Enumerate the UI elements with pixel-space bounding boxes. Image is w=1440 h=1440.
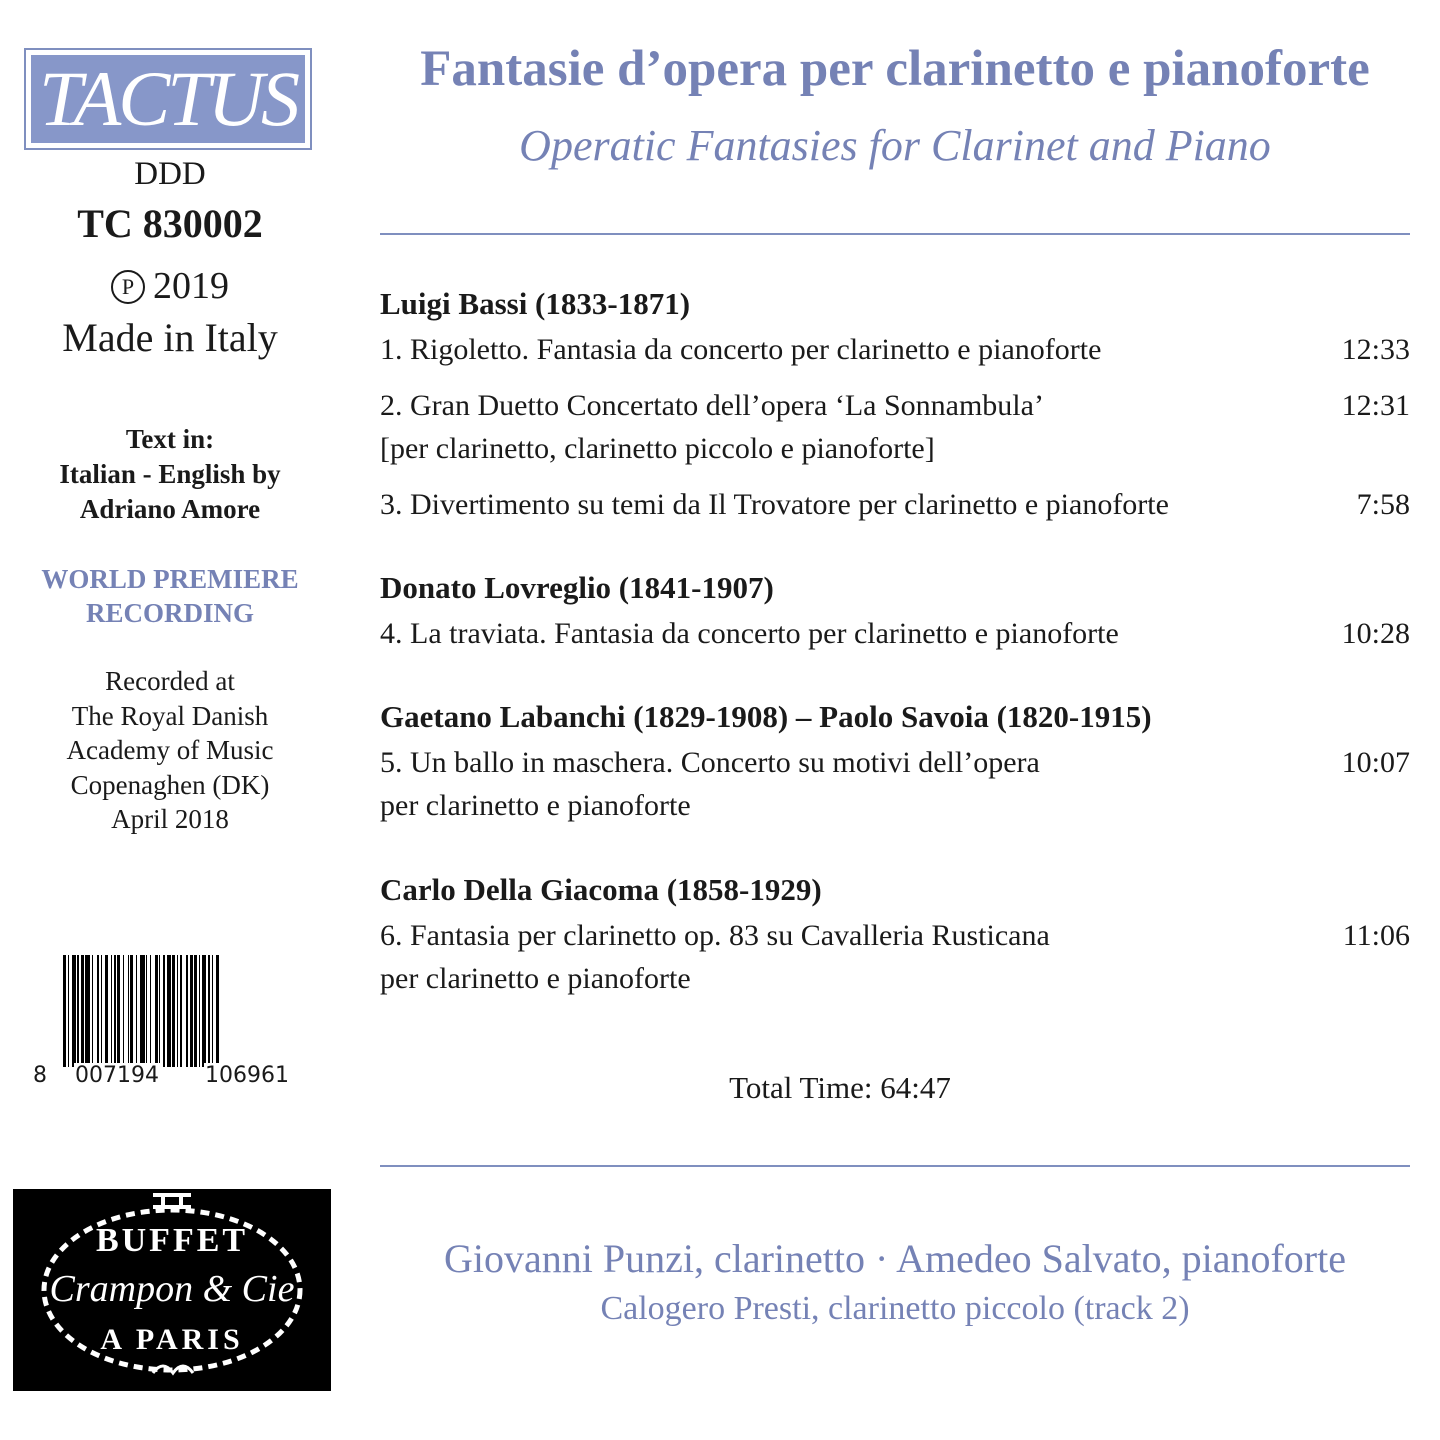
divider: [380, 1165, 1410, 1167]
composer-heading: Luigi Bassi (1833-1871): [380, 286, 691, 321]
copyright-year: [0, 264, 340, 308]
track-title-continued: per clarinetto e pianoforte: [380, 789, 691, 822]
buffet-middle-text: Crampon & Cie: [49, 1268, 295, 1310]
recording-location: [0, 664, 340, 837]
track-duration: 10:07: [1341, 746, 1410, 779]
divider: [380, 233, 1410, 235]
tactus-logo-text: TACTUS: [31, 55, 305, 143]
composer-heading: Gaetano Labanchi (1829-1908) – Paolo Savoia (1820-1915): [380, 699, 1152, 734]
barcode-digits: [30, 1063, 330, 1089]
barcode-left-group: 007194: [75, 1063, 159, 1088]
composer-heading: Donato Lovreglio (1841-1907): [380, 570, 774, 605]
text-credits-line: Adriano Amore: [79, 494, 261, 524]
track-title: 6. Fantasia per clarinetto op. 83 su Cavalleria Rusticana: [380, 919, 1050, 952]
recording-line: Copenaghen (DK): [70, 769, 270, 800]
premiere-line: RECORDING: [85, 598, 254, 628]
track-row: [380, 914, 1410, 1000]
performers-main: Giovanni Punzi, clarinetto · Amedeo Salvato, pianoforte: [444, 1236, 1346, 1281]
track-row: [380, 612, 1410, 655]
recording-line: Recorded at: [105, 666, 235, 696]
track-duration: 10:28: [1341, 617, 1410, 650]
buffet-bottom-text: A PARIS: [100, 1323, 244, 1356]
recording-line: April 2018: [111, 804, 229, 834]
track-duration: 11:06: [1342, 919, 1410, 952]
phonogram-icon: P: [111, 270, 145, 304]
track-title: 3. Divertimento su temi da Il Trovatore per clarinetto e pianoforte: [380, 488, 1169, 521]
barcode-right-group: 106961: [205, 1063, 289, 1088]
performers-secondary: Calogero Presti, clarinetto piccolo (track 2): [600, 1290, 1190, 1327]
text-credits-line: Italian - English by: [59, 459, 281, 489]
album-title-english: Operatic Fantasies for Clarinet and Piano: [519, 121, 1271, 170]
barcode-bar: [216, 955, 219, 1067]
world-premiere-badge: [0, 562, 340, 630]
track-title-continued: per clarinetto e pianoforte: [380, 962, 691, 995]
track-title: 4. La traviata. Fantasia da concerto per clarinetto e pianoforte: [380, 617, 1119, 650]
track-duration: 12:31: [1341, 389, 1410, 422]
track-duration: 7:58: [1356, 488, 1410, 521]
composer-heading: Carlo Della Giacoma (1858-1929): [380, 872, 822, 907]
barcode: [30, 955, 310, 1090]
text-credits-line: Text in:: [125, 424, 215, 454]
track-title: 2. Gran Duetto Concertato dell’opera ‘La Sonnambula’: [380, 389, 1044, 422]
buffet-top-text: BUFFET: [95, 1222, 249, 1259]
barcode-first-digit: 8: [33, 1063, 47, 1088]
track-title-continued: [per clarinetto, clarinetto piccolo e pianoforte]: [380, 432, 935, 465]
track-duration: 12:33: [1341, 333, 1410, 366]
tactus-logo: [24, 48, 312, 150]
track-title: 5. Un ballo in maschera. Concerto su motivi dell’opera: [380, 746, 1040, 779]
recording-format: DDD: [134, 156, 206, 192]
made-in: Made in Italy: [62, 315, 278, 360]
catalog-number: TC 830002: [77, 201, 263, 246]
year-text: 2019: [153, 265, 229, 307]
track-row: [380, 328, 1410, 371]
recording-line: Academy of Music: [66, 735, 274, 765]
track-row: [380, 384, 1410, 470]
track-row: [380, 483, 1410, 526]
buffet-crampon-logo-graphic: [13, 1189, 331, 1391]
track-row: [380, 741, 1410, 827]
album-title-italian: Fantasie d’opera per clarinetto e pianoforte: [420, 41, 1370, 97]
total-time: Total Time: 64:47: [729, 1070, 951, 1105]
premiere-line: WORLD PREMIERE: [41, 564, 299, 594]
recording-line: The Royal Danish: [71, 700, 269, 731]
buffet-crampon-logo: [13, 1189, 331, 1391]
barcode-bars: [63, 955, 325, 1067]
text-credits: [0, 422, 340, 527]
track-title: 1. Rigoletto. Fantasia da concerto per clarinetto e pianoforte: [380, 333, 1102, 366]
